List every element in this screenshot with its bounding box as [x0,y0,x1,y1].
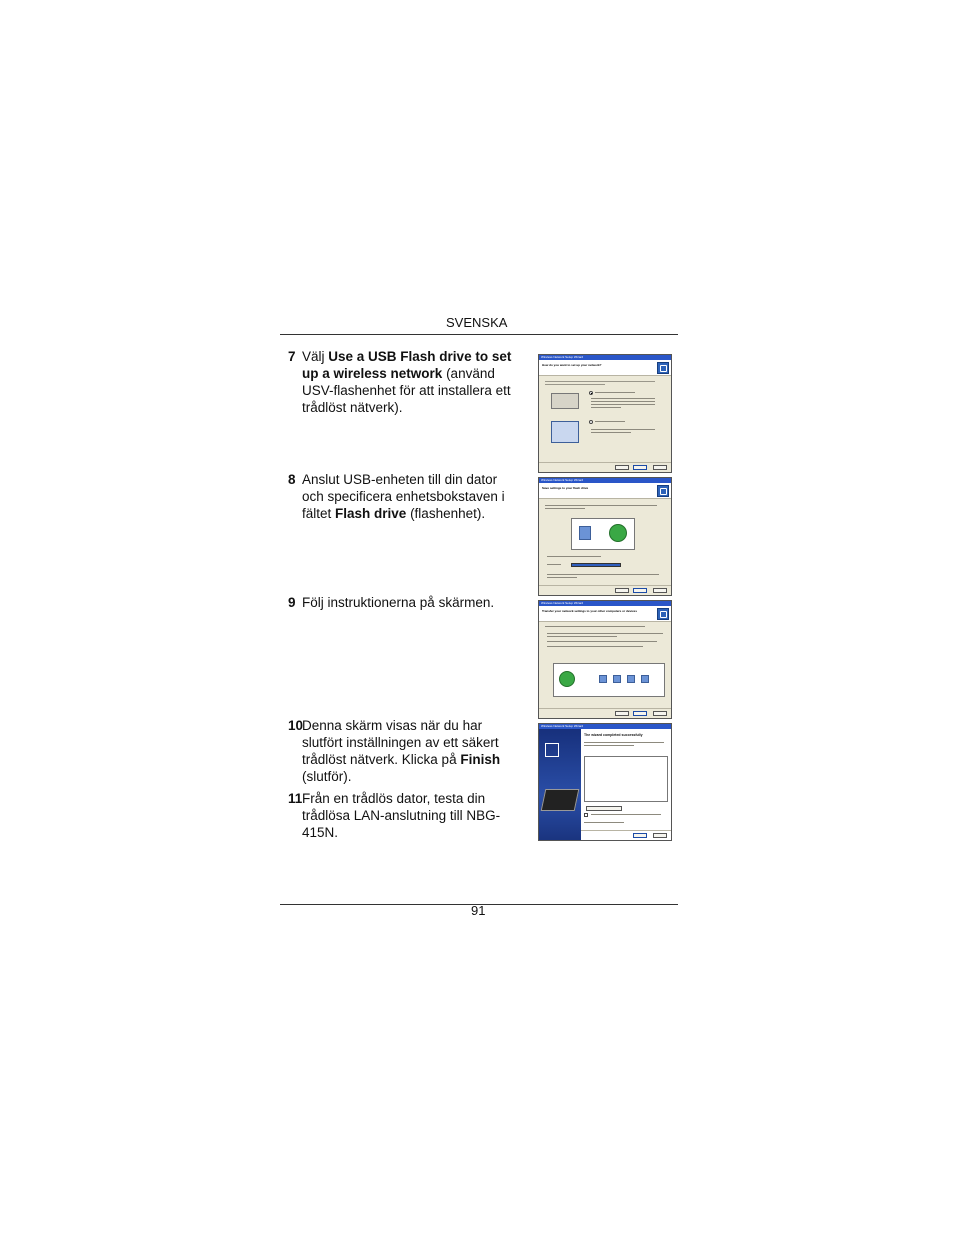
flash-drive-select[interactable] [571,563,621,567]
save-settings-checkbox[interactable] [584,813,588,817]
step-text: Från en trådlös dator, testa din trådlösa LAN-anslutning till NBG-415N. [302,791,501,840]
laptop-illustration [541,789,580,811]
window-title: Wireless Network Setup Wizard [539,724,671,729]
step-number: 8 [288,472,296,487]
manual-option-radio[interactable] [589,420,593,424]
wizard-side-banner [539,729,581,840]
device-icon [627,675,635,683]
device-icon [613,675,621,683]
step-number: 9 [288,595,296,610]
cancel-button[interactable] [653,711,667,716]
computer-icon [579,526,591,540]
cancel-button[interactable] [653,588,667,593]
wizard-header [539,606,671,622]
next-button[interactable] [633,465,647,470]
wizard-logo-icon [657,485,669,497]
network-devices-icon [551,421,579,443]
device-icon [599,675,607,683]
step-7 [288,348,520,416]
back-button[interactable] [615,465,629,470]
wizard-screenshot-choose-method [538,354,672,473]
step-8 [288,471,520,522]
step-9 [288,594,520,611]
back-button[interactable] [615,588,629,593]
device-icon [641,675,649,683]
wizard-header [539,483,671,499]
usb-green-icon [559,671,575,687]
page-number: 91 [471,903,486,918]
wizard-heading: How do you want to set up your network? [542,363,602,367]
back-button[interactable] [615,711,629,716]
step-11 [288,790,520,841]
step-number: 11 [288,791,303,806]
step-10 [288,717,520,785]
window-title: Wireless Network Setup Wizard [539,478,671,483]
step-number: 10 [288,718,304,733]
print-settings-button[interactable] [586,806,622,811]
wizard-logo-icon [657,608,669,620]
step-number: 7 [288,349,296,364]
step-text: Välj Use a USB Flash drive to set up a wireless network (använd USV-flashenhet för att installera ett trådlöst nätverk). [302,349,512,415]
next-button[interactable] [633,588,647,593]
usb-green-icon [609,524,627,542]
wizard-heading: The wizard completed successfully [584,733,643,737]
wizard-screenshot-flash-drive [538,477,672,596]
page-header-language: SVENSKA [446,315,508,330]
wizard-heading: Transfer your network settings to your other computers or devices [542,609,638,613]
wireless-tower-icon [545,743,559,757]
window-title: Wireless Network Setup Wizard [539,355,671,360]
step-text: Anslut USB-enheten till din dator och specificera enhetsbokstaven i fältet Flash drive (flashenhet). [302,472,505,521]
window-title: Wireless Network Setup Wizard [539,601,671,606]
cancel-button[interactable] [653,833,667,838]
step-text: Denna skärm visas när du har slutfört inställningen av ett säkert trådlöst nätverk. Klicka på Finish (slutför). [302,718,501,784]
finish-button[interactable] [633,833,647,838]
step-text: Följ instruktionerna på skärmen. [302,595,495,610]
cancel-button[interactable] [653,465,667,470]
next-button[interactable] [633,711,647,716]
wizard-heading: Save settings to your flash drive [542,486,589,490]
header-rule [280,334,678,335]
usb-drive-icon [551,393,579,409]
settings-text-box [584,756,668,802]
wizard-screenshot-completed [538,723,672,841]
wizard-screenshot-transfer-settings [538,600,672,719]
wizard-logo-icon [657,362,669,374]
wizard-header [539,360,671,376]
usb-option-radio[interactable] [589,391,593,395]
